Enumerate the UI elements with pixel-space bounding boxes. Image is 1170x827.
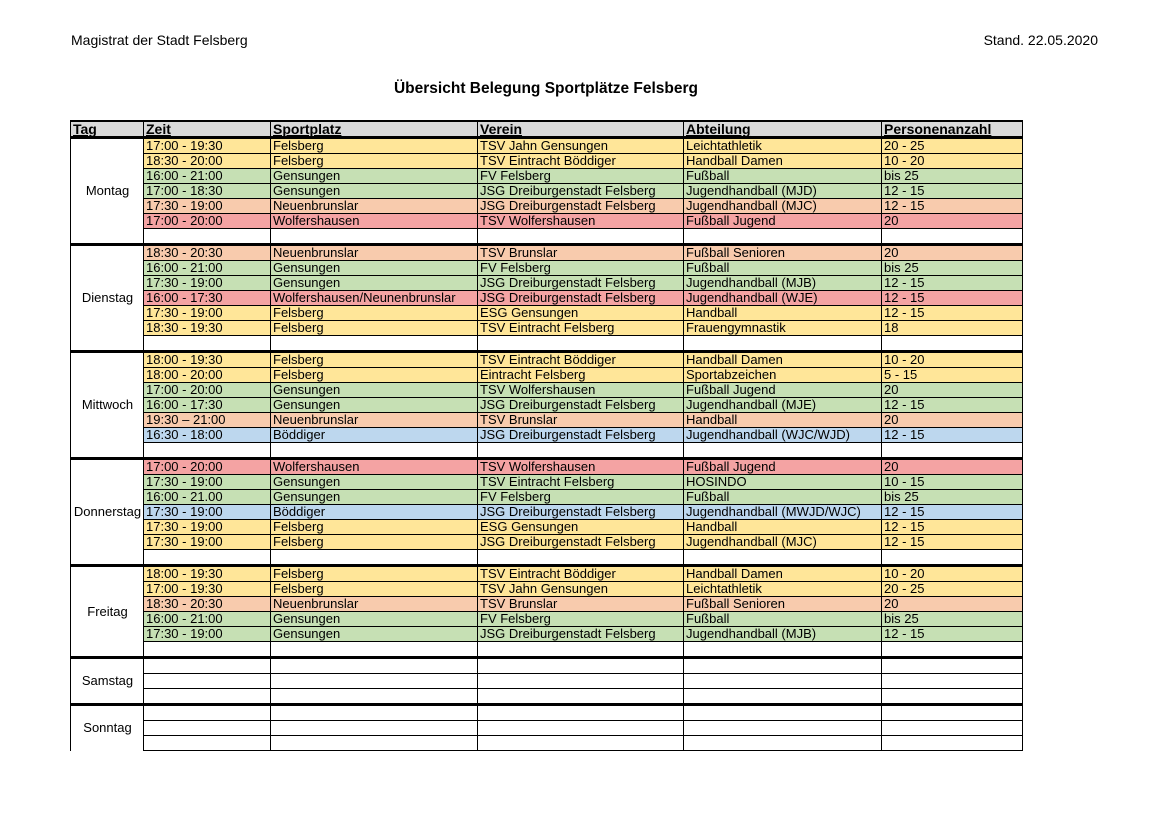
cell-sportplatz: Gensungen <box>271 475 478 490</box>
cell-zeit <box>144 642 271 658</box>
table-row <box>71 352 1023 368</box>
cell-verein: TSV Eintracht Felsberg <box>478 321 684 336</box>
cell-sportplatz: Felsberg <box>271 352 478 368</box>
table-row <box>71 229 1023 245</box>
cell-zeit: 17:00 - 19:30 <box>144 138 271 154</box>
cell-zeit: 16:30 - 18:00 <box>144 428 271 443</box>
cell-sportplatz <box>271 689 478 705</box>
day-label: Sonntag <box>71 705 144 751</box>
cell-zeit: 17:00 - 20:00 <box>144 214 271 229</box>
cell-personenanzahl <box>882 689 1023 705</box>
cell-sportplatz <box>271 443 478 459</box>
schedule-table <box>70 120 1023 751</box>
table-row <box>71 138 1023 154</box>
cell-personenanzahl <box>882 550 1023 566</box>
cell-sportplatz: Böddiger <box>271 505 478 520</box>
cell-zeit: 18:30 - 20:30 <box>144 597 271 612</box>
page-title: Übersicht Belegung Sportplätze Felsberg <box>393 80 699 97</box>
cell-personenanzahl: 12 - 15 <box>882 428 1023 443</box>
cell-verein: JSG Dreiburgenstadt Felsberg <box>478 428 684 443</box>
cell-personenanzahl: 20 <box>882 214 1023 229</box>
day-label: Samstag <box>71 658 144 705</box>
cell-verein: TSV Brunslar <box>478 597 684 612</box>
table-row <box>71 306 1023 321</box>
cell-sportplatz: Felsberg <box>271 306 478 321</box>
column-header-abteilung: Abteilung <box>684 121 882 138</box>
cell-zeit: 17:30 - 19:00 <box>144 199 271 214</box>
cell-zeit: 18:30 - 20:00 <box>144 154 271 169</box>
cell-abteilung: Handball Damen <box>684 154 882 169</box>
cell-zeit: 18:30 - 19:30 <box>144 321 271 336</box>
cell-zeit: 17:30 - 19:00 <box>144 475 271 490</box>
cell-personenanzahl: 18 <box>882 321 1023 336</box>
cell-personenanzahl: 12 - 15 <box>882 505 1023 520</box>
cell-verein: JSG Dreiburgenstadt Felsberg <box>478 398 684 413</box>
cell-personenanzahl: 12 - 15 <box>882 184 1023 199</box>
cell-verein: TSV Jahn Gensungen <box>478 138 684 154</box>
cell-personenanzahl: 20 - 25 <box>882 582 1023 597</box>
cell-verein <box>478 721 684 736</box>
cell-verein: JSG Dreiburgenstadt Felsberg <box>478 276 684 291</box>
cell-abteilung <box>684 229 882 245</box>
table-row <box>71 736 1023 751</box>
cell-verein: ESG Gensungen <box>478 306 684 321</box>
cell-abteilung: Handball Damen <box>684 352 882 368</box>
table-row <box>71 184 1023 199</box>
cell-sportplatz: Gensungen <box>271 490 478 505</box>
table-row <box>71 721 1023 736</box>
cell-zeit: 16:00 - 17:30 <box>144 398 271 413</box>
table-row <box>71 612 1023 627</box>
cell-sportplatz <box>271 229 478 245</box>
column-header-zeit: Zeit <box>144 121 271 138</box>
cell-sportplatz: Neuenbrunslar <box>271 597 478 612</box>
cell-abteilung: Fußball Senioren <box>684 597 882 612</box>
table-row <box>71 520 1023 535</box>
cell-sportplatz <box>271 336 478 352</box>
cell-abteilung: Jugendhandball (MJD) <box>684 184 882 199</box>
cell-abteilung: Fußball Senioren <box>684 245 882 261</box>
cell-abteilung: Jugendhandball (WJC/WJD) <box>684 428 882 443</box>
cell-personenanzahl <box>882 674 1023 689</box>
cell-verein <box>478 658 684 674</box>
cell-zeit <box>144 705 271 721</box>
cell-personenanzahl: 12 - 15 <box>882 291 1023 306</box>
cell-personenanzahl: bis 25 <box>882 261 1023 276</box>
cell-abteilung: Handball <box>684 520 882 535</box>
cell-verein: JSG Dreiburgenstadt Felsberg <box>478 535 684 550</box>
cell-sportplatz: Gensungen <box>271 383 478 398</box>
cell-abteilung: Jugendhandball (MJB) <box>684 627 882 642</box>
cell-zeit: 17:30 - 19:00 <box>144 535 271 550</box>
cell-zeit: 17:00 - 19:30 <box>144 582 271 597</box>
day-label: Mittwoch <box>71 352 144 459</box>
cell-personenanzahl: 12 - 15 <box>882 306 1023 321</box>
cell-abteilung: Leichtathletik <box>684 138 882 154</box>
cell-personenanzahl: 12 - 15 <box>882 627 1023 642</box>
cell-sportplatz <box>271 658 478 674</box>
cell-zeit <box>144 736 271 751</box>
cell-verein: TSV Eintracht Böddiger <box>478 566 684 582</box>
cell-sportplatz: Neuenbrunslar <box>271 413 478 428</box>
cell-personenanzahl: 5 - 15 <box>882 368 1023 383</box>
table-row <box>71 443 1023 459</box>
table-row <box>71 154 1023 169</box>
cell-verein: TSV Wolfershausen <box>478 459 684 475</box>
cell-abteilung <box>684 736 882 751</box>
cell-zeit: 17:00 - 18:30 <box>144 184 271 199</box>
day-label: Dienstag <box>71 245 144 352</box>
cell-abteilung: Handball <box>684 306 882 321</box>
table-row <box>71 276 1023 291</box>
cell-zeit: 16:00 - 21:00 <box>144 169 271 184</box>
cell-verein: TSV Brunslar <box>478 413 684 428</box>
cell-verein: TSV Eintracht Böddiger <box>478 352 684 368</box>
cell-verein: Eintracht Felsberg <box>478 368 684 383</box>
cell-verein: TSV Wolfershausen <box>478 214 684 229</box>
cell-verein <box>478 674 684 689</box>
cell-abteilung: Fußball <box>684 612 882 627</box>
table-row <box>71 169 1023 184</box>
cell-verein <box>478 689 684 705</box>
cell-zeit <box>144 658 271 674</box>
cell-abteilung <box>684 705 882 721</box>
table-row <box>71 597 1023 612</box>
cell-verein: FV Felsberg <box>478 169 684 184</box>
table-row <box>71 674 1023 689</box>
cell-sportplatz: Neuenbrunslar <box>271 245 478 261</box>
cell-zeit: 17:30 - 19:00 <box>144 627 271 642</box>
cell-personenanzahl: 20 <box>882 383 1023 398</box>
cell-abteilung: Fußball Jugend <box>684 214 882 229</box>
cell-abteilung <box>684 689 882 705</box>
cell-abteilung: Jugendhandball (WJE) <box>684 291 882 306</box>
cell-sportplatz: Felsberg <box>271 566 478 582</box>
cell-personenanzahl <box>882 229 1023 245</box>
cell-verein <box>478 229 684 245</box>
cell-zeit: 18:00 - 20:00 <box>144 368 271 383</box>
cell-sportplatz <box>271 642 478 658</box>
table-row <box>71 291 1023 306</box>
cell-zeit: 17:00 - 20:00 <box>144 383 271 398</box>
table-row <box>71 214 1023 229</box>
cell-personenanzahl: 20 <box>882 459 1023 475</box>
header-date: Stand. 22.05.2020 <box>983 32 1098 48</box>
cell-sportplatz: Felsberg <box>271 535 478 550</box>
table-row <box>71 383 1023 398</box>
cell-zeit <box>144 550 271 566</box>
cell-abteilung: Jugendhandball (MJB) <box>684 276 882 291</box>
cell-zeit <box>144 443 271 459</box>
cell-zeit <box>144 689 271 705</box>
cell-zeit <box>144 229 271 245</box>
cell-verein: FV Felsberg <box>478 612 684 627</box>
cell-sportplatz: Neuenbrunslar <box>271 199 478 214</box>
table-row <box>71 582 1023 597</box>
cell-abteilung: Sportabzeichen <box>684 368 882 383</box>
cell-abteilung: Jugendhandball (MWJD/WJC) <box>684 505 882 520</box>
day-label: Montag <box>71 138 144 245</box>
table-body <box>71 138 1023 751</box>
cell-sportplatz: Felsberg <box>271 582 478 597</box>
cell-zeit <box>144 336 271 352</box>
cell-verein: JSG Dreiburgenstadt Felsberg <box>478 505 684 520</box>
table-row <box>71 658 1023 674</box>
cell-sportplatz: Felsberg <box>271 154 478 169</box>
cell-personenanzahl: 20 <box>882 245 1023 261</box>
table-row <box>71 459 1023 475</box>
cell-verein <box>478 550 684 566</box>
cell-personenanzahl: 12 - 15 <box>882 398 1023 413</box>
table-row <box>71 321 1023 336</box>
column-header-personenanzahl: Personenanzahl <box>882 121 1023 138</box>
cell-sportplatz: Gensungen <box>271 184 478 199</box>
cell-verein: TSV Eintracht Böddiger <box>478 154 684 169</box>
cell-verein: JSG Dreiburgenstadt Felsberg <box>478 627 684 642</box>
table-row <box>71 261 1023 276</box>
cell-sportplatz: Wolfershausen <box>271 214 478 229</box>
cell-personenanzahl: 10 - 20 <box>882 566 1023 582</box>
cell-verein: TSV Brunslar <box>478 245 684 261</box>
cell-personenanzahl <box>882 705 1023 721</box>
cell-sportplatz: Böddiger <box>271 428 478 443</box>
cell-abteilung: Leichtathletik <box>684 582 882 597</box>
cell-sportplatz: Gensungen <box>271 627 478 642</box>
cell-verein <box>478 443 684 459</box>
cell-abteilung <box>684 721 882 736</box>
cell-sportplatz: Gensungen <box>271 276 478 291</box>
cell-personenanzahl: 12 - 15 <box>882 520 1023 535</box>
column-header-sportplatz: Sportplatz <box>271 121 478 138</box>
cell-zeit: 16:00 - 17:30 <box>144 291 271 306</box>
cell-abteilung <box>684 674 882 689</box>
cell-verein <box>478 736 684 751</box>
cell-zeit: 17:30 - 19:00 <box>144 306 271 321</box>
cell-abteilung: Jugendhandball (MJE) <box>684 398 882 413</box>
cell-personenanzahl: 12 - 15 <box>882 276 1023 291</box>
cell-zeit <box>144 721 271 736</box>
day-label: Donnerstag <box>71 459 144 566</box>
cell-zeit: 19:30 – 21:00 <box>144 413 271 428</box>
cell-abteilung: Jugendhandball (MJC) <box>684 535 882 550</box>
column-header-verein: Verein <box>478 121 684 138</box>
table-row <box>71 336 1023 352</box>
cell-abteilung <box>684 642 882 658</box>
cell-zeit: 18:00 - 19:30 <box>144 566 271 582</box>
cell-verein: JSG Dreiburgenstadt Felsberg <box>478 199 684 214</box>
day-label: Freitag <box>71 566 144 658</box>
cell-zeit: 17:30 - 19:00 <box>144 520 271 535</box>
cell-sportplatz <box>271 550 478 566</box>
cell-verein: ESG Gensungen <box>478 520 684 535</box>
cell-sportplatz: Felsberg <box>271 520 478 535</box>
cell-sportplatz <box>271 674 478 689</box>
cell-verein <box>478 336 684 352</box>
cell-sportplatz <box>271 736 478 751</box>
cell-abteilung: Fußball Jugend <box>684 459 882 475</box>
cell-abteilung: Fußball <box>684 490 882 505</box>
cell-zeit: 17:30 - 19:00 <box>144 505 271 520</box>
cell-verein: TSV Wolfershausen <box>478 383 684 398</box>
cell-abteilung <box>684 443 882 459</box>
cell-personenanzahl: bis 25 <box>882 612 1023 627</box>
cell-personenanzahl: 20 <box>882 413 1023 428</box>
table-row <box>71 566 1023 582</box>
table-row <box>71 199 1023 214</box>
table-row <box>71 535 1023 550</box>
cell-personenanzahl: bis 25 <box>882 169 1023 184</box>
cell-verein: TSV Jahn Gensungen <box>478 582 684 597</box>
table-row <box>71 642 1023 658</box>
table-row <box>71 398 1023 413</box>
cell-abteilung: Frauengymnastik <box>684 321 882 336</box>
cell-abteilung: Handball <box>684 413 882 428</box>
cell-sportplatz <box>271 705 478 721</box>
cell-zeit: 18:30 - 20:30 <box>144 245 271 261</box>
table-row <box>71 550 1023 566</box>
cell-zeit: 16:00 - 21:00 <box>144 261 271 276</box>
table-row <box>71 428 1023 443</box>
table-row <box>71 475 1023 490</box>
cell-personenanzahl <box>882 336 1023 352</box>
header-issuer: Magistrat der Stadt Felsberg <box>71 32 248 48</box>
cell-sportplatz: Gensungen <box>271 261 478 276</box>
cell-sportplatz: Felsberg <box>271 368 478 383</box>
cell-personenanzahl: 20 <box>882 597 1023 612</box>
cell-personenanzahl: 12 - 15 <box>882 535 1023 550</box>
cell-abteilung: HOSINDO <box>684 475 882 490</box>
cell-sportplatz: Gensungen <box>271 398 478 413</box>
table-row <box>71 490 1023 505</box>
table-row <box>71 245 1023 261</box>
cell-personenanzahl <box>882 721 1023 736</box>
cell-abteilung: Jugendhandball (MJC) <box>684 199 882 214</box>
table-row <box>71 627 1023 642</box>
cell-sportplatz: Felsberg <box>271 321 478 336</box>
table-header <box>71 121 1023 138</box>
cell-zeit: 17:30 - 19:00 <box>144 276 271 291</box>
cell-zeit: 16:00 - 21.00 <box>144 490 271 505</box>
cell-abteilung <box>684 658 882 674</box>
table-row <box>71 413 1023 428</box>
cell-verein: TSV Eintracht Felsberg <box>478 475 684 490</box>
cell-personenanzahl <box>882 658 1023 674</box>
cell-verein <box>478 642 684 658</box>
cell-personenanzahl: bis 25 <box>882 490 1023 505</box>
cell-verein <box>478 705 684 721</box>
table-row <box>71 368 1023 383</box>
cell-personenanzahl <box>882 642 1023 658</box>
cell-sportplatz: Gensungen <box>271 169 478 184</box>
cell-sportplatz <box>271 721 478 736</box>
cell-sportplatz: Felsberg <box>271 138 478 154</box>
cell-personenanzahl: 10 - 15 <box>882 475 1023 490</box>
cell-zeit: 18:00 - 19:30 <box>144 352 271 368</box>
cell-abteilung: Fußball <box>684 261 882 276</box>
cell-sportplatz: Gensungen <box>271 612 478 627</box>
table-row <box>71 689 1023 705</box>
cell-personenanzahl <box>882 443 1023 459</box>
cell-zeit: 17:00 - 20:00 <box>144 459 271 475</box>
cell-sportplatz: Wolfershausen <box>271 459 478 475</box>
table-row <box>71 505 1023 520</box>
cell-abteilung: Handball Damen <box>684 566 882 582</box>
cell-zeit: 16:00 - 21:00 <box>144 612 271 627</box>
cell-abteilung <box>684 550 882 566</box>
cell-zeit <box>144 674 271 689</box>
cell-abteilung: Fußball Jugend <box>684 383 882 398</box>
cell-personenanzahl: 10 - 20 <box>882 154 1023 169</box>
cell-personenanzahl <box>882 736 1023 751</box>
cell-sportplatz: Wolfershausen/Neunenbrunslar <box>271 291 478 306</box>
cell-personenanzahl: 20 - 25 <box>882 138 1023 154</box>
cell-personenanzahl: 12 - 15 <box>882 199 1023 214</box>
table-row <box>71 705 1023 721</box>
cell-verein: FV Felsberg <box>478 490 684 505</box>
cell-abteilung: Fußball <box>684 169 882 184</box>
cell-verein: JSG Dreiburgenstadt Felsberg <box>478 291 684 306</box>
column-header-tag: Tag <box>71 121 144 138</box>
cell-personenanzahl: 10 - 20 <box>882 352 1023 368</box>
cell-abteilung <box>684 336 882 352</box>
cell-verein: JSG Dreiburgenstadt Felsberg <box>478 184 684 199</box>
cell-verein: FV Felsberg <box>478 261 684 276</box>
